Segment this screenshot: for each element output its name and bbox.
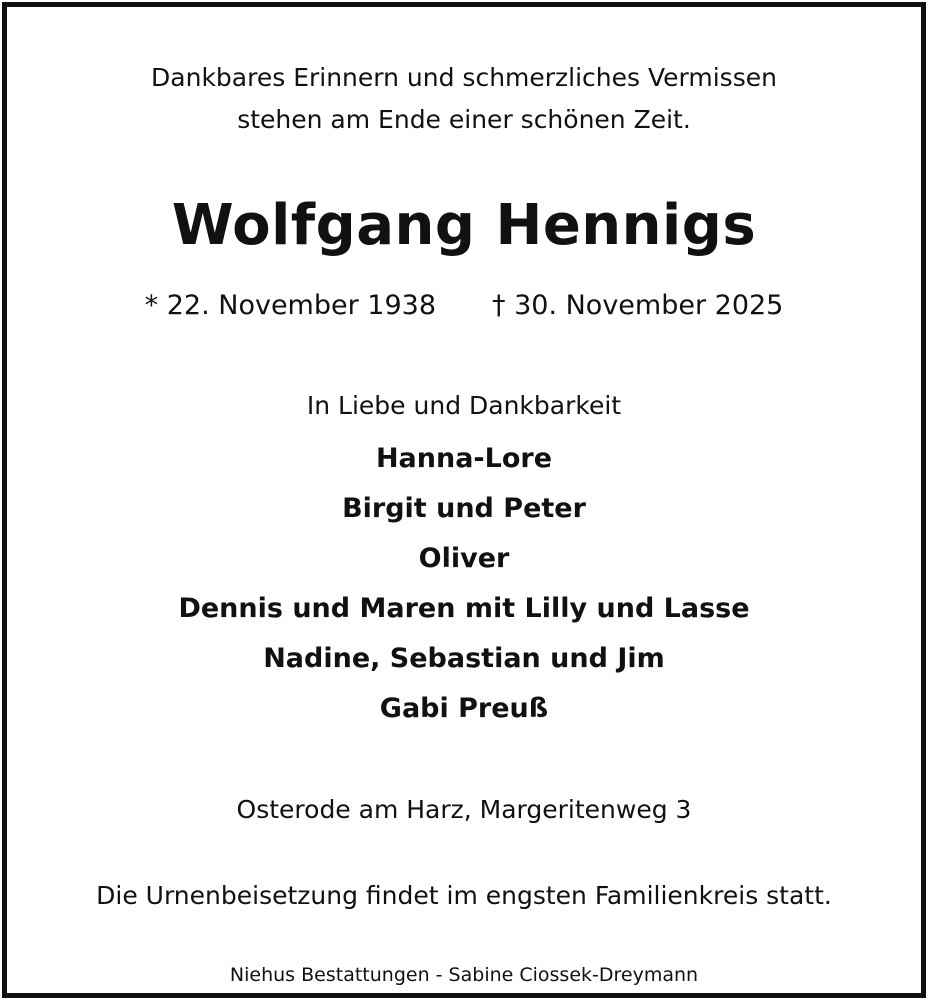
mourners-intro: In Liebe und Dankbarkeit xyxy=(306,391,622,420)
mourner-name: Dennis und Maren mit Lilly und Lasse xyxy=(178,593,750,624)
mourner-name: Nadine, Sebastian und Jim xyxy=(263,643,665,674)
family-address: Osterode am Harz, Margeritenweg 3 xyxy=(236,795,692,824)
death-date: † 30. November 2025 xyxy=(492,290,784,321)
quote-line-2: stehen am Ende einer schönen Zeit. xyxy=(237,105,691,134)
life-dates xyxy=(7,292,921,319)
birth-date: * 22. November 1938 xyxy=(144,290,436,321)
funeral-note: Die Urnenbeisetzung findet im engsten Familienkreis statt. xyxy=(96,881,832,910)
deceased-name: Wolfgang Hennigs xyxy=(171,193,757,258)
mourner-name: Gabi Preuß xyxy=(379,693,549,724)
mourner-name: Birgit und Peter xyxy=(342,493,586,524)
undertaker-credit: Niehus Bestattungen - Sabine Ciossek-Dreymann xyxy=(229,964,699,986)
mourner-name: Oliver xyxy=(418,543,510,574)
obituary-notice xyxy=(2,2,926,998)
mourners-list xyxy=(7,445,921,745)
mourner-name: Hanna-Lore xyxy=(375,443,553,474)
quote-line-1: Dankbares Erinnern und schmerzliches Vermissen xyxy=(151,63,777,92)
